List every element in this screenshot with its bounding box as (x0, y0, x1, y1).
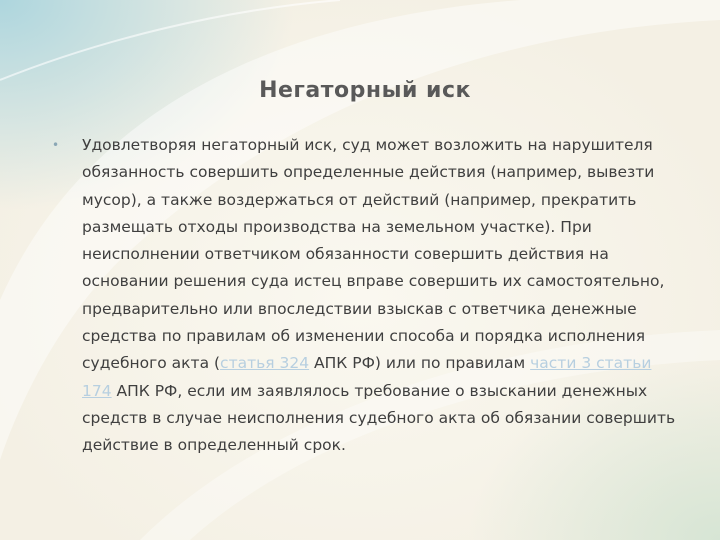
slide-title (0, 78, 720, 103)
slide-title-text: Негаторный иск (259, 78, 471, 103)
link-article-324[interactable]: статья 324 (220, 354, 310, 373)
paragraph-text-2: АПК РФ) или по правилам (309, 354, 531, 373)
bullet-icon: • (52, 138, 60, 152)
paragraph-text-3: АПК РФ, если им заявлялось требование о взыскании денежных средств в случае неисполнения судебного акта об обязании совершить действие в определенный срок. (82, 381, 676, 455)
link-part-3-article-174[interactable]: части 3 статьи 174 (82, 354, 652, 400)
body-paragraph (82, 132, 682, 460)
slide-body (52, 132, 682, 460)
paragraph-text-1: Удовлетворяя негаторный иск, суд может возложить на нарушителя обязанность совершить определенные действия (например, вывезти мусор), а также воздержаться от действий (например, прекратить размещать отходы производства на земельном участке). При неисполнении ответчиком обязанности совершить действия на основании решения суда истец вправе совершить их самостоятельно, предварительно или впоследствии взыскав с ответчика денежные средства по правилам об изменении способа и порядка исполнения судебного акта ( (82, 136, 665, 373)
